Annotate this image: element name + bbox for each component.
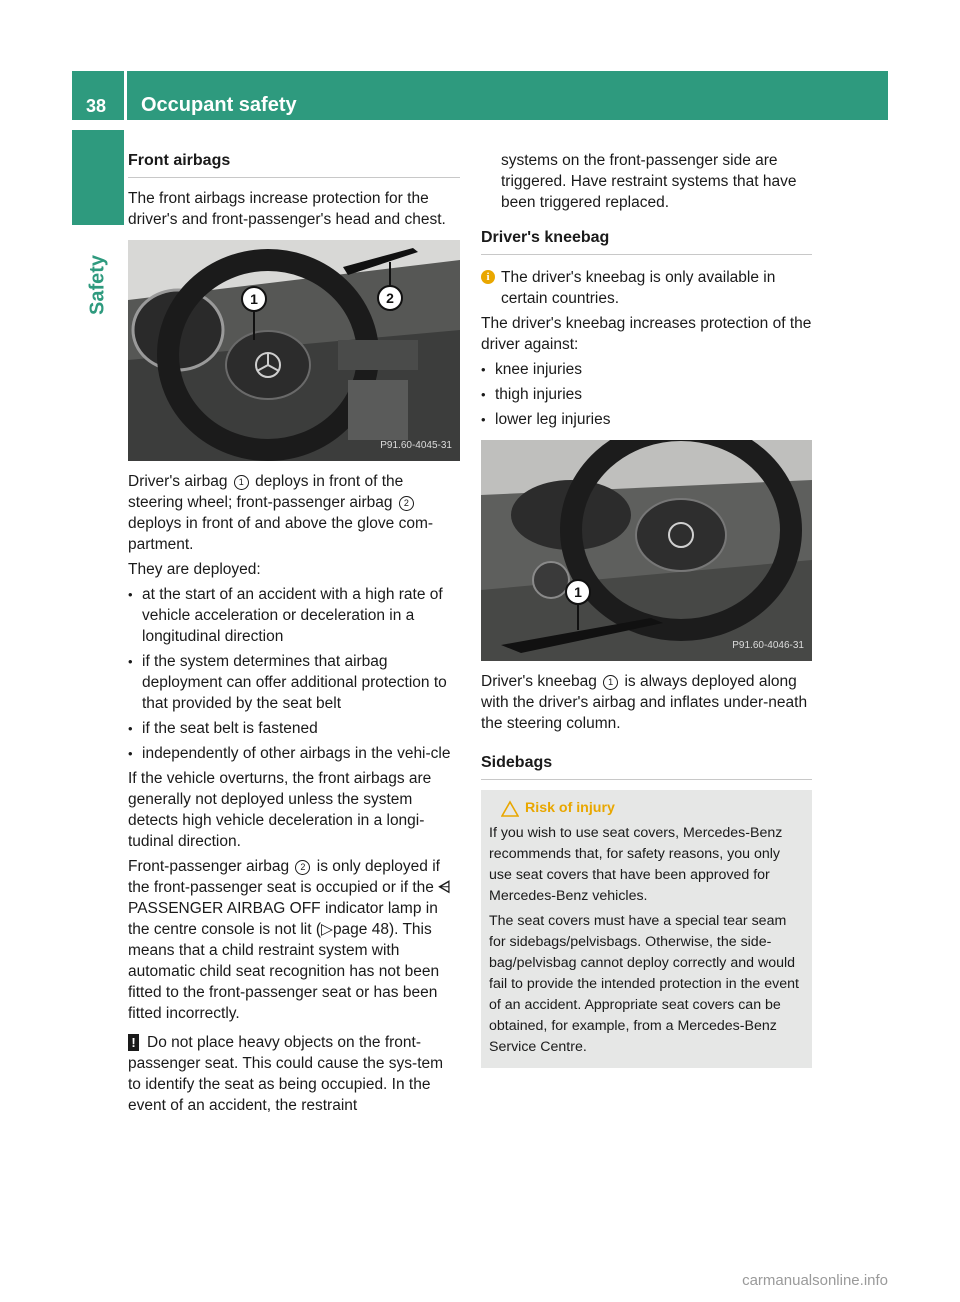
warning-icon	[501, 800, 519, 818]
airbag-description: Driver's airbag 1 deploys in front of the steering wheel; front-passenger airbag 2 deploys in front of and above the glove com-partment.	[128, 473, 434, 553]
overturn-text: If the vehicle overturns, the front airbags are generally not deployed unless the system detects high vehicle deceleration in a longi-tudinal direction.	[128, 770, 432, 850]
list-item: • knee injuries	[481, 359, 812, 380]
info-note: i The driver's kneebag is only available in certain countries.	[481, 267, 812, 309]
list-item: • if the system determines that airbag deployment can offer additional protection to that provided by the seat belt	[128, 651, 460, 714]
warning-title: Risk of injury	[489, 798, 804, 819]
section-title: Occupant safety	[127, 71, 888, 120]
kneebag-photo	[481, 440, 812, 661]
svg-text:1: 1	[574, 584, 582, 600]
page-number: 38	[72, 71, 124, 120]
left-column	[128, 150, 460, 1120]
intro-text: The front airbags increase protection for the driver's and front-passenger's head and chest.	[128, 190, 446, 228]
front-airbags-heading: Front airbags	[128, 150, 460, 178]
callout-2-icon: 2	[399, 496, 414, 511]
passenger-airbag-off-icon: ⩤	[438, 879, 451, 896]
kneebag-increases: The driver's kneebag increases protection of the driver against:	[481, 315, 812, 353]
warning-box	[481, 790, 812, 1068]
kneebag-description: Driver's kneebag 1 is always deployed along with the driver's airbag and inflates under-neath the steering column.	[481, 673, 808, 732]
photo-code: P91.60-4045-31	[380, 440, 452, 451]
svg-text:2: 2	[386, 290, 394, 306]
note: ! Do not place heavy objects on the front-passenger seat. This could cause the sys-tem to identify the seat as being occupied. In the event of an accident, the restraint	[128, 1034, 444, 1114]
photo-code: P91.60-4046-31	[732, 640, 804, 651]
list-item: • thigh injuries	[481, 384, 812, 405]
callout-1-icon: 1	[234, 475, 249, 490]
list-item: • independently of other airbags in the vehi-cle	[128, 743, 460, 764]
list-item: • lower leg injuries	[481, 409, 812, 430]
list-item: • at the start of an accident with a high rate of vehicle acceleration or deceleration in a longitudinal direction	[128, 584, 460, 647]
warning-paragraph: The seat covers must have a special tear seam for sidebags/pelvisbags. Otherwise, the side-bag/pelvisbag cannot deploy correctly and would fail to provide the intended protection in the event of an accident. Appropriate seat covers can be obtained, for example, from a Mercedes-Benz Service Centre.	[489, 913, 799, 1055]
right-column	[481, 150, 812, 1068]
kneebag-heading: Driver's kneebag	[481, 227, 812, 255]
warning-paragraph: If you wish to use seat covers, Mercedes-Benz recommends that, for safety reasons, you only use seat covers that have been approved for Mercedes-Benz vehicles.	[489, 825, 783, 904]
exclamation-icon: !	[128, 1034, 139, 1051]
list-item: • if the seat belt is fastened	[128, 718, 460, 739]
footer-watermark: carmanualsonline.info	[742, 1272, 888, 1289]
callout-2-icon: 2	[295, 860, 310, 875]
callout-1-icon: 1	[603, 675, 618, 690]
sidebags-heading: Sidebags	[481, 752, 812, 780]
dashboard-airbag-photo	[128, 240, 460, 461]
svg-text:1: 1	[250, 291, 258, 307]
note-continued: systems on the front-passenger side are triggered. Have restraint systems that have been triggered replaced.	[501, 152, 797, 211]
page-reference-link[interactable]: page 48	[332, 921, 389, 938]
sidebar-color-block	[72, 130, 124, 225]
front-passenger-text: Front-passenger airbag 2 is only deployed if the front-passenger seat is occupied or if the ⩤ PASSENGER AIRBAG OFF indicator lamp in the centre console is not lit (▷page 48). This means that a child restraint system with automatic child seat recognition has not been fitted to the front-passenger seat or has been fitted incorrectly.	[128, 858, 451, 1022]
page-ref-arrow-icon: ▷	[321, 921, 333, 938]
deployed-intro: They are deployed:	[128, 561, 261, 578]
info-icon: i	[481, 270, 495, 284]
page-header	[72, 71, 888, 120]
sidebar-tab: Safety	[86, 254, 109, 316]
